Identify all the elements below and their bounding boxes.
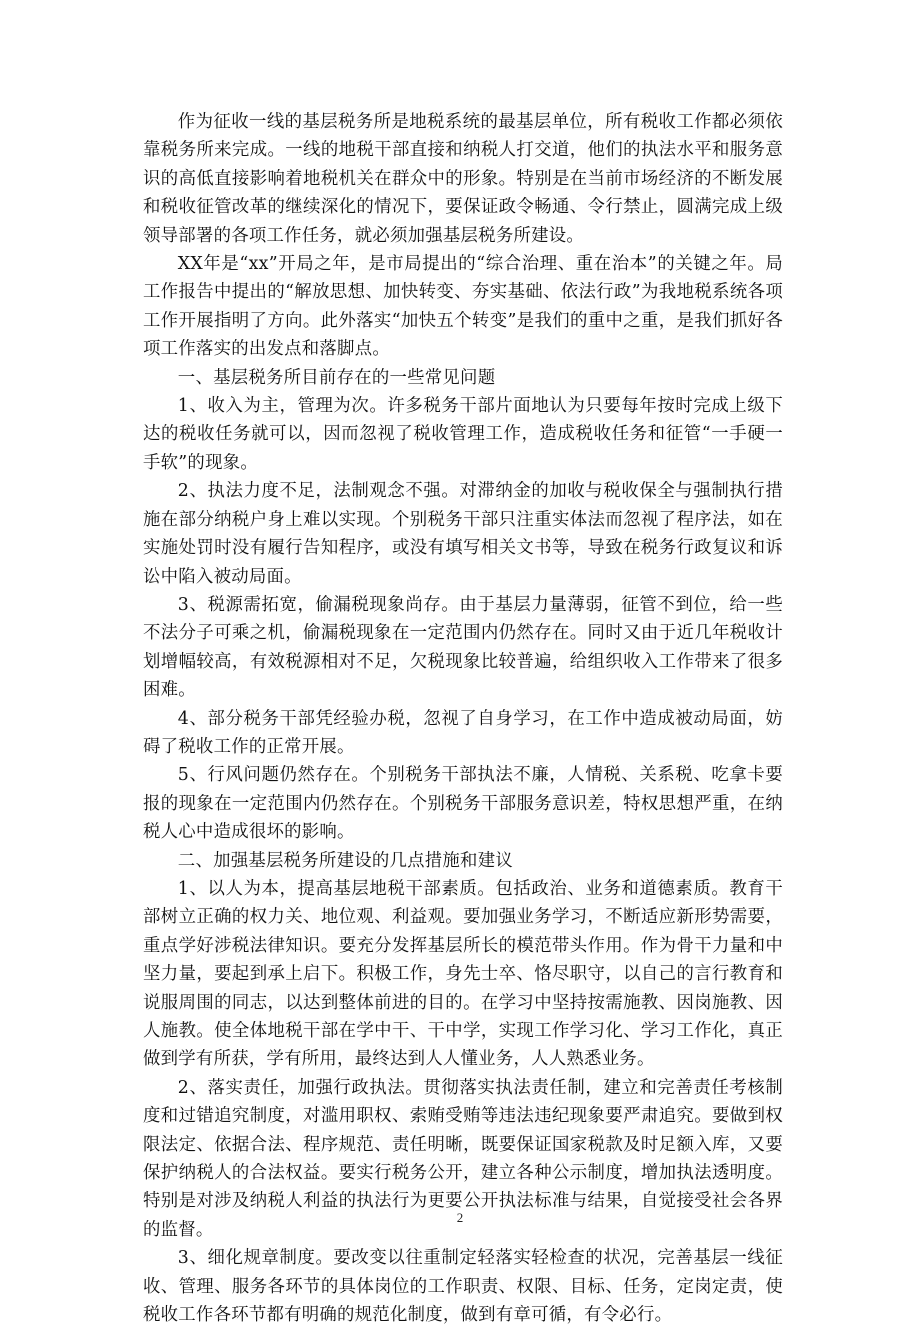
page-number: 2 [456,1210,464,1225]
problem-item-2: 2、执法力度不足，法制观念不强。对滞纳金的加收与税收保全与强制执行措施在部分纳税户身上难以实现。个别税务干部只注重实体法而忽视了程序法，如在实施处罚时没有履行告知程序，或没有填写相关文书等，导致在税务行政复议和诉讼中陷入被动局面。 [143,481,783,587]
section-heading-problems: 一、基层税务所目前存在的一些常见问题 [177,367,496,388]
problem-item-4: 4、部分税务干部凭经验办税，忽视了自身学习，在工作中造成被动局面，妨碍了税收工作的正常开展。 [143,708,783,757]
problem-item-1: 1、收入为主，管理为次。许多税务干部片面地认为只要每年按时完成上级下达的税收任务就可以，因而忽视了税收管理工作，造成税收任务和征管“一手硬一手软”的现象。 [143,396,783,473]
measure-item-2: 2、落实责任，加强行政执法。贯彻落实执法责任制，建立和完善责任考核制度和过错追究制度，对滥用职权、索贿受贿等违法违纪现象要严肃追究。要做到权限法定、依据合法、程序规范、责任明晰，既要保证国家税款及时足额入库，又要保护纳税人的合法权益。要实行税务公开，建立各种公示制度，增加执法透明度。特别是对涉及纳税人利益的执法行为更要公开执法标准与结果，自觉接受社会各界的监督。 [143,1077,783,1240]
problem-item-3: 3、税源需拓宽，偷漏税现象尚存。由于基层力量薄弱，征管不到位，给一些不法分子可乘之机，偷漏税现象在一定范围内仍然存在。同时又由于近几年税收计划增幅较高，有效税源相对不足，欠税现象比较普遍，给组织收入工作带来了很多困难。 [143,594,783,701]
section-heading-measures: 二、加强基层税务所建设的几点措施和建议 [177,850,513,871]
document-body [143,108,783,1329]
measure-item-1: 1、以人为本，提高基层地税干部素质。包括政治、业务和道德素质。教育干部树立正确的权力关、地位观、利益观。要加强业务学习，不断适应新形势需要，重点学好涉税法律知识。要充分发挥基层所长的模范带头作用。作为骨干力量和中坚力量，要起到承上启下。积极工作，身先士卒、恪尽职守，以自己的言行教育和说服周围的同志，以达到整体前进的目的。在学习中坚持按需施教、因岗施教、因人施教。使全体地税干部在学中干、干中学，实现工作学习化、学习工作化，真正做到学有所获，学有所用，最终达到人人懂业务，人人熟悉业务。 [143,878,783,1070]
measure-item-3: 3、细化规章制度。要改变以往重制定轻落实轻检查的状况，完善基层一线征收、管理、服务各环节的具体岗位的工作职责、权限、目标、任务，定岗定责，使税收工作各环节都有明确的规范化制度，做到有章可循，有令必行。 [143,1248,783,1326]
paragraph-intro: 作为征收一线的基层税务所是地税系统的最基层单位，所有税收工作都必须依靠税务所来完成。一线的地税干部直接和纳税人打交道，他们的执法水平和服务意识的高低直接影响着地税机关在群众中的形象。特别是在当前市场经济的不断发展和税收征管改革的继续深化的情况下，要保证政令畅通、令行禁止，圆满完成上级领导部署的各项工作任务，就必须加强基层税务所建设。 [143,112,783,246]
problem-item-5: 5、行风问题仍然存在。个别税务干部执法不廉，人情税、关系税、吃拿卡要报的现象在一定范围内仍然存在。个别税务干部服务意识差，特权思想严重，在纳税人心中造成很坏的影响。 [143,765,783,843]
paragraph-context: XX年是“xx”开局之年，是市局提出的“综合治理、重在治本”的关键之年。局工作报告中提出的“解放思想、加快转变、夯实基础、依法行政”为我地税系统各项工作开展指明了方向。此外落实“加快五个转变”是我们的重中之重，是我们抓好各项工作落实的出发点和落脚点。 [143,254,783,360]
